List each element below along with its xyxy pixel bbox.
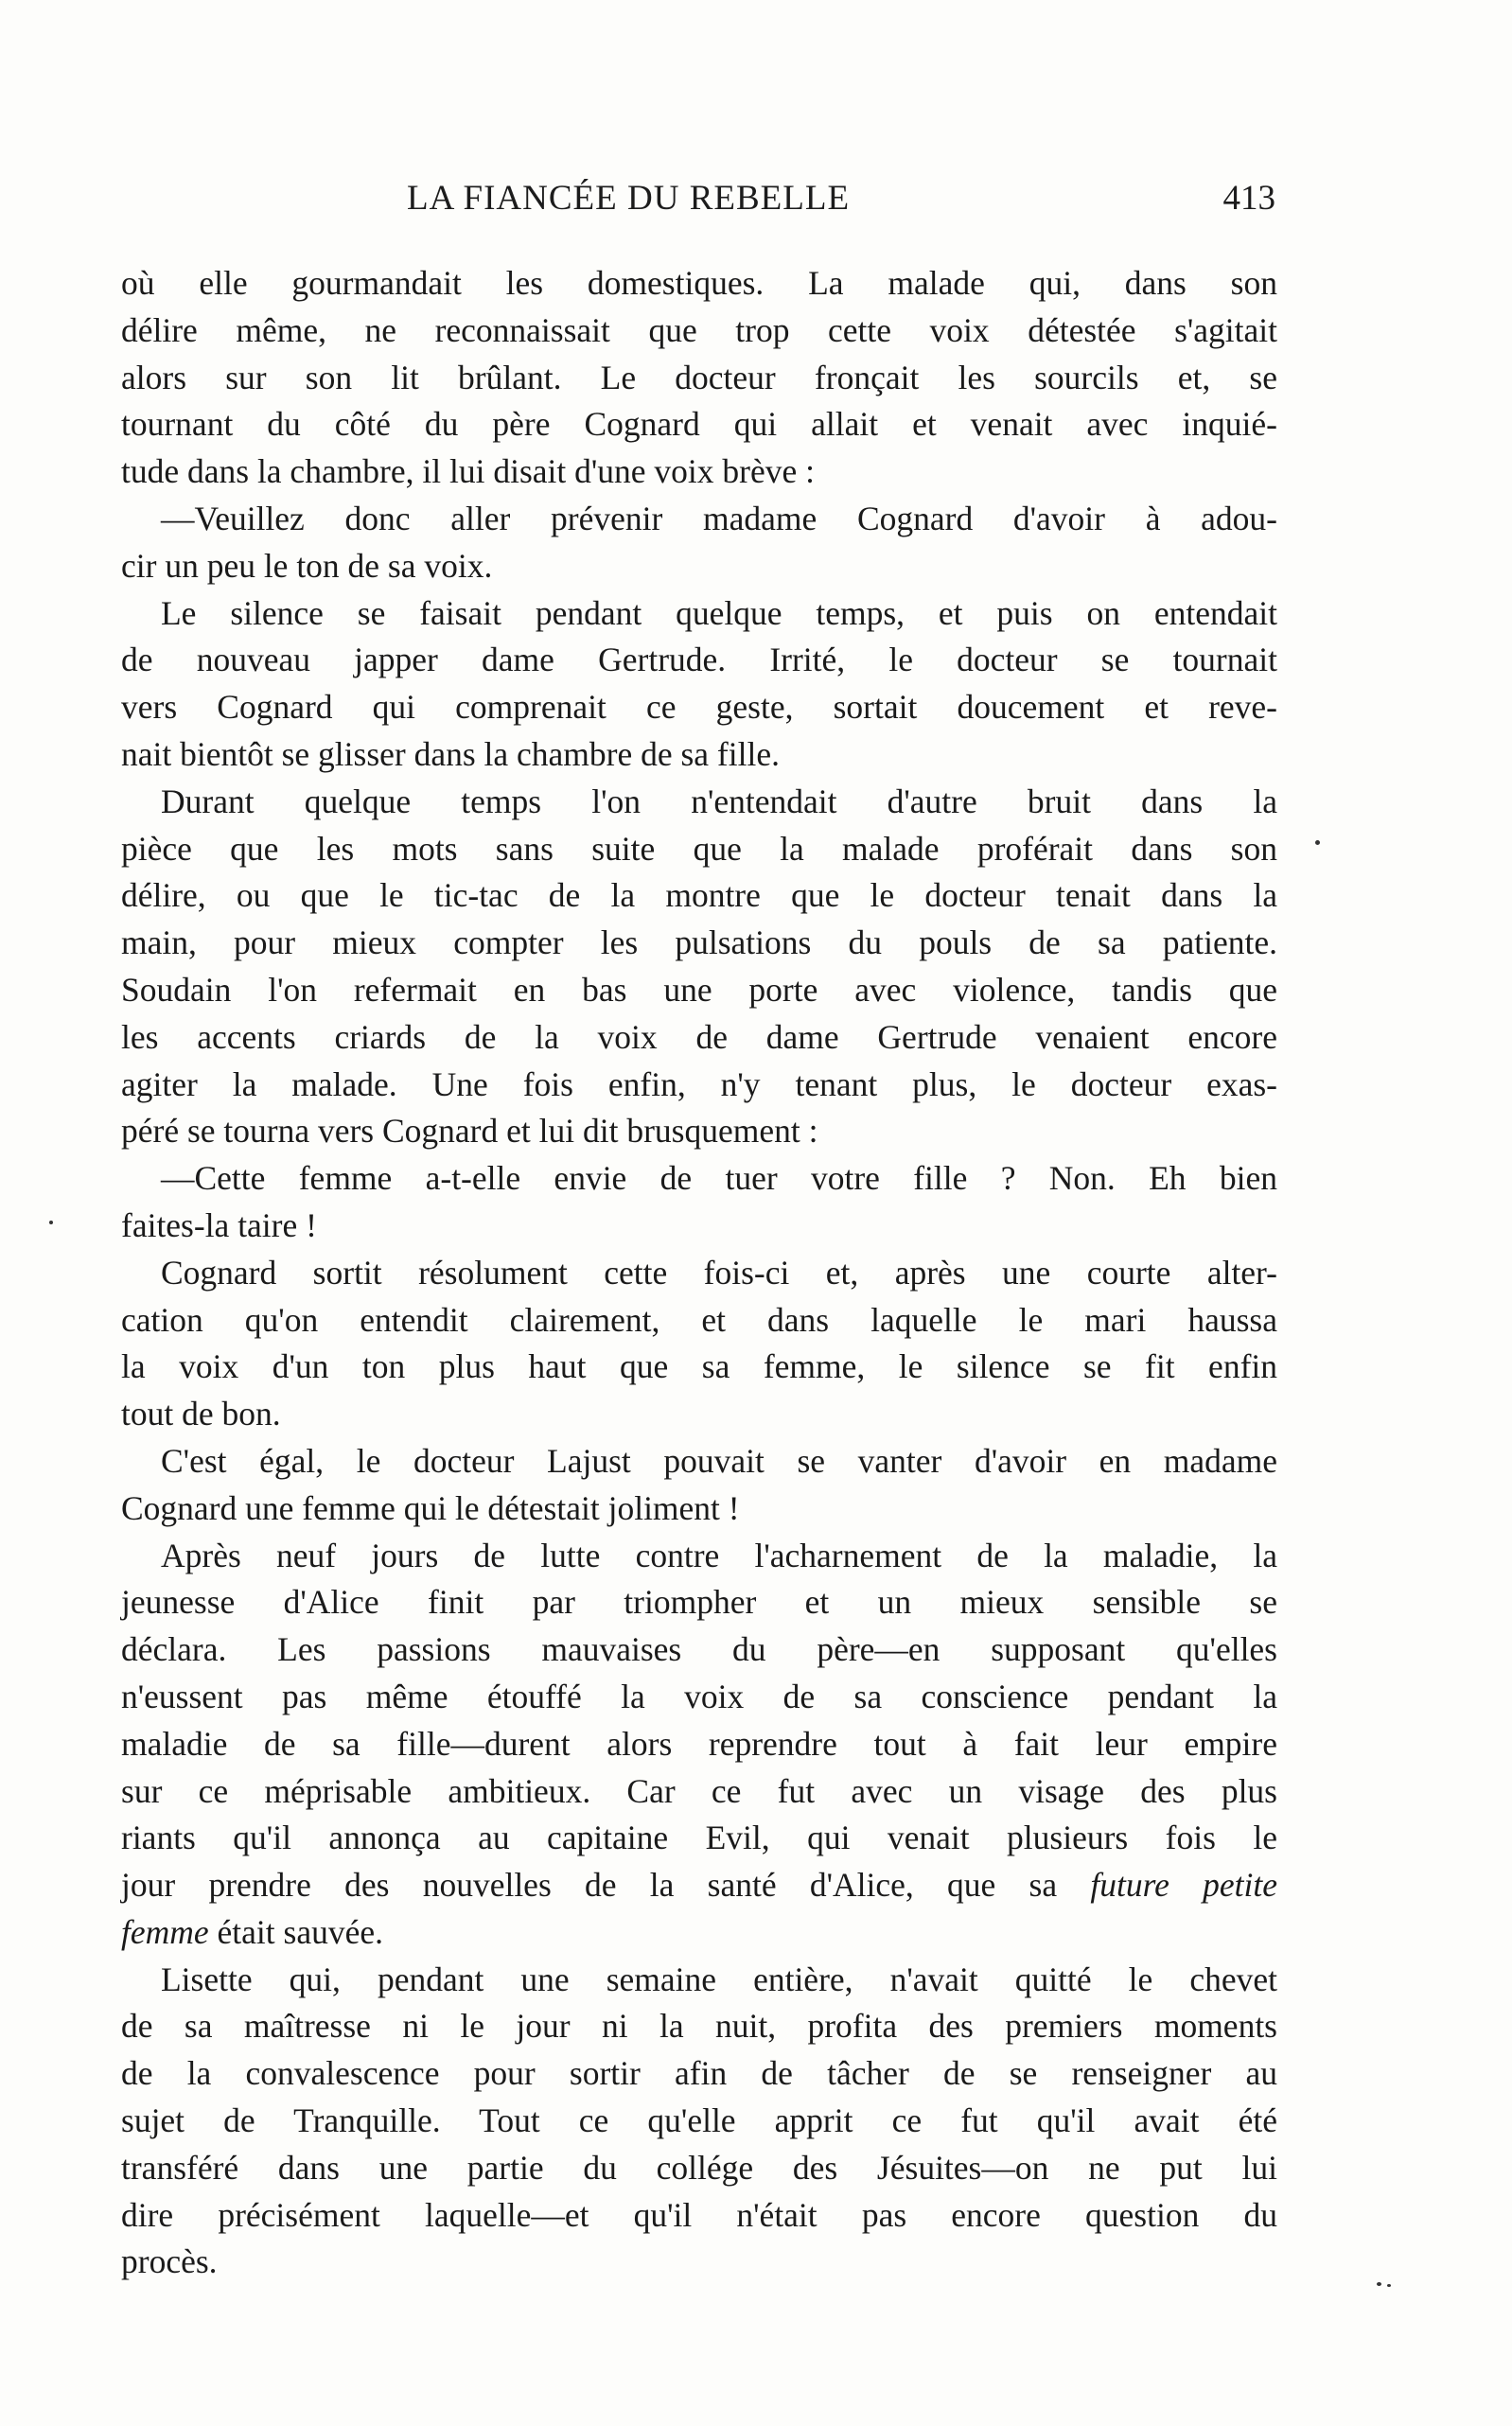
text-line: Cognard une femme qui le détestait joliment ! bbox=[121, 1488, 740, 1527]
ink-speck bbox=[1315, 840, 1320, 845]
text-line: délire, ou que le tic-tac de la montre que le docteur tenait dans la bbox=[121, 876, 1277, 915]
text-line: —Cette femme a-t-elle envie de tuer votre fille ? Non. Eh bien bbox=[161, 1159, 1277, 1198]
text-line: tout de bon. bbox=[121, 1395, 281, 1433]
text-line: pièce que les mots sans suite que la malade proférait dans son bbox=[121, 829, 1277, 868]
text-line: la voix d'un ton plus haut que sa femme, le silence se fit enfin bbox=[121, 1347, 1277, 1386]
text-line: déclara. Les passions mauvaises du père—en supposant qu'elles bbox=[121, 1630, 1277, 1669]
text-line: péré se tourna vers Cognard et lui dit brusquement : bbox=[121, 1112, 818, 1151]
text-line: où elle gourmandait les domestiques. La malade qui, dans son bbox=[121, 264, 1277, 302]
text-line: sujet de Tranquille. Tout ce qu'elle apprit ce fut qu'il avait été bbox=[121, 2101, 1277, 2140]
text-line: nait bientôt se glisser dans la chambre de sa fille. bbox=[121, 734, 780, 773]
text-line: main, pour mieux compter les pulsations du pouls de sa patiente. bbox=[121, 923, 1277, 962]
text-line: tude dans la chambre, il lui disait d'une voix brève : bbox=[121, 452, 815, 491]
text-line: jeunesse d'Alice finit par triompher et un mieux sensible se bbox=[121, 1583, 1277, 1622]
text-line: délire même, ne reconnaissait que trop cette voix détestée s'agitait bbox=[121, 310, 1277, 349]
text-line: —Veuillez donc aller prévenir madame Cognard d'avoir à adou- bbox=[161, 499, 1277, 537]
text-line: dire précisément laquelle—et qu'il n'était pas encore question du bbox=[121, 2195, 1277, 2234]
text-run: était sauvée. bbox=[217, 1912, 383, 1951]
body-text bbox=[121, 260, 1277, 2286]
text-line: alors sur son lit brûlant. Le docteur fronçait les sourcils et, se bbox=[121, 358, 1277, 396]
text-line: cation qu'on entendit clairement, et dans laquelle le mari haussa bbox=[121, 1300, 1277, 1339]
text-line bbox=[121, 1909, 1277, 1957]
text-line: Le silence se faisait pendant quelque temps, et puis on entendait bbox=[161, 593, 1277, 632]
ink-speck bbox=[1377, 2282, 1381, 2286]
text-line: cir un peu le ton de sa voix. bbox=[121, 546, 493, 585]
italic-text: femme bbox=[121, 1912, 209, 1951]
text-line: n'eussent pas même étouffé la voix de sa conscience pendant la bbox=[121, 1677, 1277, 1715]
text-line: sur ce méprisable ambitieux. Car ce fut avec un visage des plus bbox=[121, 1771, 1277, 1810]
text-line: Soudain l'on refermait en bas une porte avec violence, tandis que bbox=[121, 970, 1277, 1009]
text-line: tournant du côté du père Cognard qui allait et venait avec inquié- bbox=[121, 405, 1277, 444]
text-line: Durant quelque temps l'on n'entendait d'autre bruit dans la bbox=[161, 782, 1277, 820]
text-line: maladie de sa fille—durent alors reprendre tout à fait leur empire bbox=[121, 1724, 1277, 1763]
text-run: jour prendre des nouvelles de la santé d'Alice, que sa bbox=[121, 1866, 1058, 1905]
italic-text: future petite bbox=[1090, 1866, 1278, 1905]
text-line: faites-la taire ! bbox=[121, 1205, 317, 1244]
text-line: les accents criards de la voix de dame Gertrude venaient encore bbox=[121, 1017, 1277, 1056]
text-line: C'est égal, le docteur Lajust pouvait se vanter d'avoir en madame bbox=[161, 1441, 1277, 1480]
text-line: Lisette qui, pendant une semaine entière, n'avait quitté le chevet bbox=[161, 1960, 1277, 1998]
text-line: riants qu'il annonça au capitaine Evil, qui venait plusieurs fois le bbox=[121, 1819, 1277, 1857]
ink-speck bbox=[49, 1221, 53, 1224]
text-line: Après neuf jours de lutte contre l'acharnement de la maladie, la bbox=[161, 1536, 1277, 1574]
ink-speck bbox=[1387, 2284, 1391, 2287]
page-number: 413 bbox=[1222, 179, 1275, 218]
text-line: procès. bbox=[121, 2242, 218, 2281]
text-line: de la convalescence pour sortir afin de tâcher de se renseigner au bbox=[121, 2054, 1277, 2093]
text-line: Cognard sortit résolument cette fois-ci et, après une courte alter- bbox=[161, 1253, 1277, 1292]
text-line: de nouveau japper dame Gertrude. Irrité, le docteur se tournait bbox=[121, 641, 1277, 679]
running-title: LA FIANCÉE DU REBELLE bbox=[407, 179, 851, 218]
text-line bbox=[121, 1862, 1277, 1909]
page-header bbox=[123, 178, 1275, 229]
text-line: de sa maîtresse ni le jour ni la nuit, profita des premiers moments bbox=[121, 2007, 1277, 2046]
text-line: vers Cognard qui comprenait ce geste, sortait doucement et reve- bbox=[121, 688, 1277, 727]
text-line: agiter la malade. Une fois enfin, n'y tenant plus, le docteur exas- bbox=[121, 1064, 1277, 1103]
text-line: transféré dans une partie du collége des Jésuites—on ne put lui bbox=[121, 2148, 1277, 2187]
